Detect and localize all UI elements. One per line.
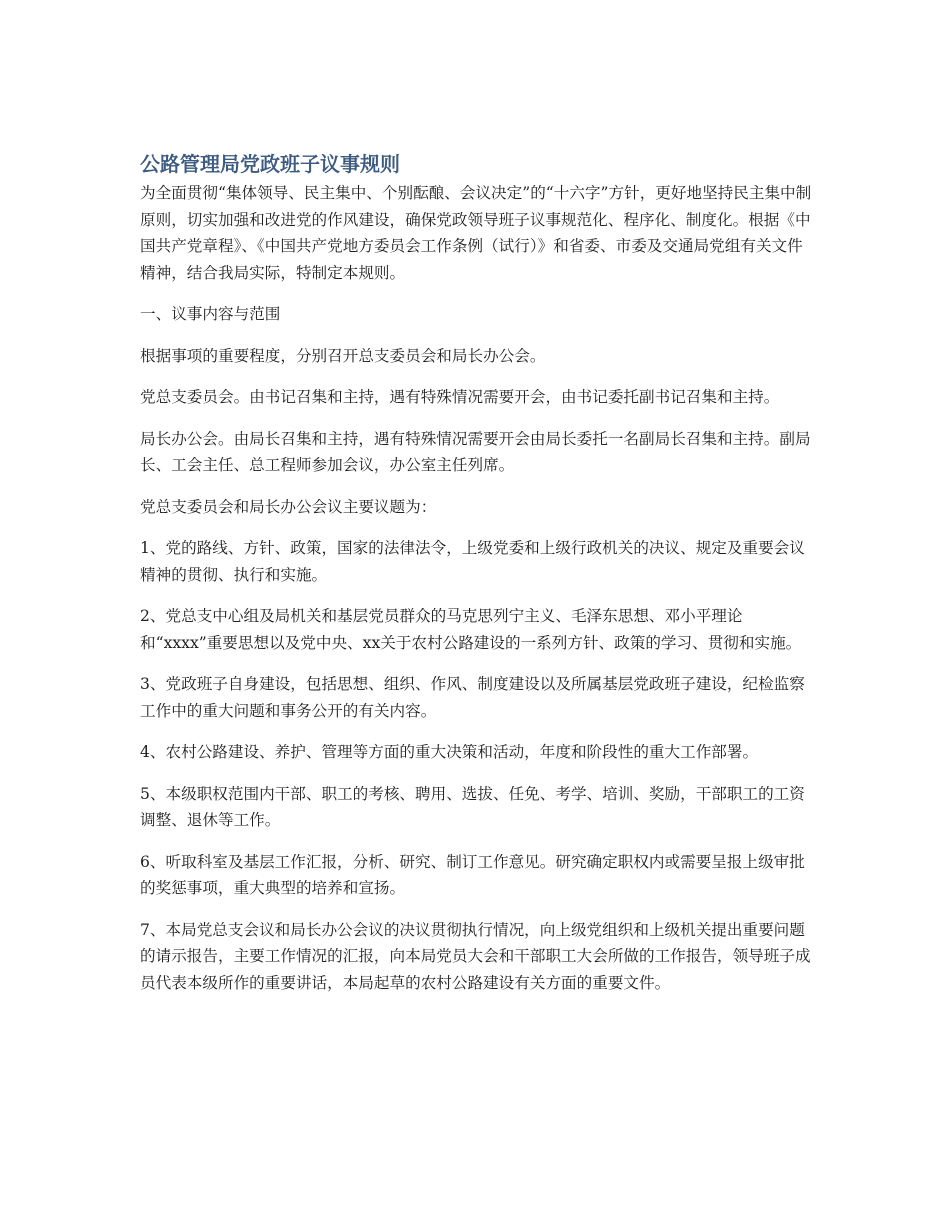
paragraph: 党总支委员会。由书记召集和主持，遇有特殊情况需要开会，由书记委托副书记召集和主持。 bbox=[140, 388, 780, 406]
list-item: 7、本局党总支会议和局长办公会议的决议贯彻执行情况，向上级党组织和上级机关提出重要问题的请示报告，主要工作情况的汇报，向本局党员大会和干部职工大会所做的工作报告，领导班子成员代表本级所作的重要讲话，本局起草的农村公路建设有关方面的重要文件。 bbox=[140, 920, 811, 992]
intro-paragraph: 为全面贯彻“集体领导、民主集中、个别酝酿、会议决定”的“十六字”方针，更好地坚持民主集中制原则，切实加强和改进党的作风建设，确保党政领导班子议事规范化、程序化、制度化。根据《中国共产党章程》、《中国共产党地方委员会工作条例（试行）》和省委、市委及交通局党组有关文件精神，结合我局实际，特制定本规则。 bbox=[140, 184, 812, 282]
list-item: 4、农村公路建设、养护、管理等方面的重大决策和活动，年度和阶段性的重大工作部署。 bbox=[140, 743, 759, 761]
list-item: 5、本级职权范围内干部、职工的考核、聘用、选拔、任免、考学、培训、奖励，干部职工的工资调整、退休等工作。 bbox=[140, 784, 805, 829]
list-item: 2、党总支中心组及局机关和基层党员群众的马克思列宁主义、毛泽东思想、邓小平理论和“xxxx”重要思想以及党中央、xx关于农村公路建设的一系列方针、政策的学习、贯彻和实施。 bbox=[140, 607, 802, 652]
list-item: 3、党政班子自身建设，包括思想、组织、作风、制度建设以及所属基层党政班子建设，纪检监察工作中的重大问题和事务公开的有关内容。 bbox=[140, 675, 805, 720]
list-item: 1、党的路线、方针、政策，国家的法律法令，上级党委和上级行政机关的决议、规定及重要会议精神的贯彻、执行和实施。 bbox=[140, 539, 805, 584]
list-item: 6、听取科室及基层工作汇报，分析、研究、制订工作意见。研究确定职权内或需要呈报上级审批的奖惩事项，重大典型的培养和宣扬。 bbox=[140, 852, 805, 897]
paragraph: 根据事项的重要程度，分别召开总支委员会和局长办公会。 bbox=[140, 346, 546, 365]
paragraph: 党总支委员会和局长办公会议主要议题为： bbox=[140, 497, 437, 516]
paragraph: 局长办公会。由局长召集和主持，遇有特殊情况需要开会由局长委托一名副局长召集和主持。副局长、工会主任、总工程师参加会议，办公室主任列席。 bbox=[140, 429, 811, 474]
document-title: 公路管理局党政班子议事规则 bbox=[140, 152, 400, 176]
section-heading: 一、议事内容与范围 bbox=[140, 305, 281, 323]
document-body bbox=[140, 150, 812, 1011]
